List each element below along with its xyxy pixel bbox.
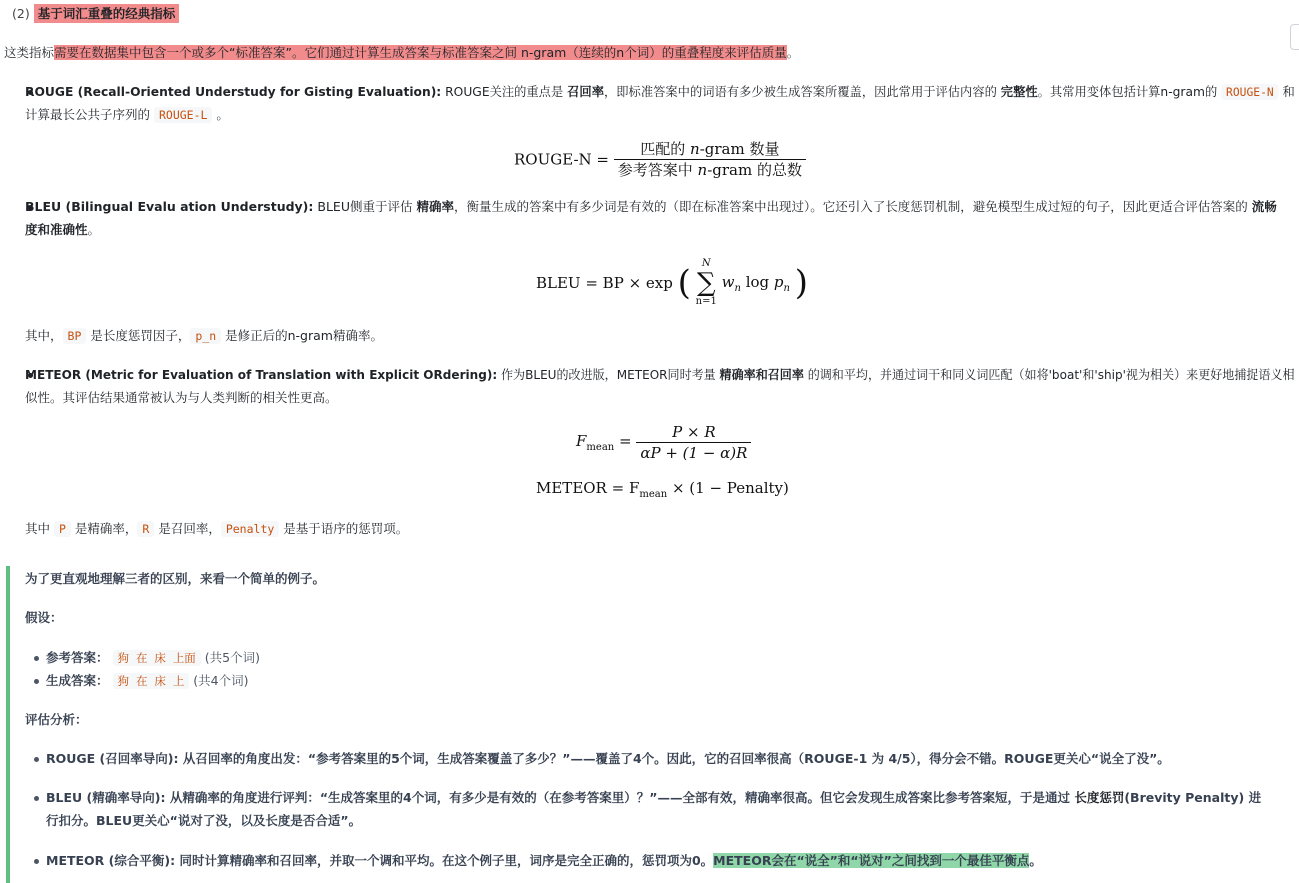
rouge-bold-complete: 完整性 xyxy=(1000,84,1038,99)
ref-word-4: 上面 xyxy=(172,651,196,665)
rouge-name: ROUGE (Recall-Oriented Understudy for Gisting Evaluation): xyxy=(25,84,442,99)
example-assume-text: 假设： xyxy=(25,610,63,625)
ex-bleu-text2: (Brevity Penalty) 进 xyxy=(1124,790,1262,805)
rouge-den-a: 参考答案中 xyxy=(617,161,698,179)
bleu-sum-top: N xyxy=(701,258,711,269)
blockquote-bar xyxy=(6,566,10,883)
rouge-t2: ，即标准答案中的词语有多少被生成答案所覆盖，因此常用于评估内容的 xyxy=(604,84,1001,99)
bleu-line-2 xyxy=(25,220,100,240)
meteor-f2-b: × (1 − Penalty) xyxy=(667,479,789,497)
bullet-ex-bleu xyxy=(34,796,39,801)
rouge-bold-recall: 召回率 xyxy=(567,84,605,99)
ex-bleu-text: 从精确率的角度进行评判：“生成答案里的4个词，有多少是有效的（在参考答案里）？”——全部有效，精确率很高。但它会发现生成答案比参考答案短，于是通过 xyxy=(165,790,1075,805)
bleu-bold-accuracy: 度和准确性 xyxy=(25,222,88,237)
meteor-t1: 作为BLEU的改进版，METEOR同时考量 xyxy=(497,367,720,382)
ex-bleu-line2: 行扣分。BLEU更关心“说对了没，以及长度是否合适”。 xyxy=(46,813,362,828)
bleu-paren-close: ) xyxy=(794,263,809,303)
ref-answer xyxy=(46,648,260,668)
gen-word-1: 狗 xyxy=(117,674,129,688)
ex-rouge-bold: 召回率导向 xyxy=(105,751,168,766)
ex-meteor xyxy=(46,851,1042,871)
bleu-note-a: 其中， xyxy=(25,328,63,343)
meteor-fraction-denominator: αP + (1 − α)R xyxy=(640,444,748,462)
heading-number: (2) xyxy=(12,6,30,21)
meteor-bold: 精确率和召回率 xyxy=(719,367,804,382)
gen-words xyxy=(113,673,190,689)
meteor-note-c: 是召回率， xyxy=(154,521,221,536)
rouge-t4: 和 xyxy=(1278,84,1295,99)
example-analysis-text: 评估分析： xyxy=(25,712,88,727)
meteor-note-a: 其中 xyxy=(25,521,54,536)
ex-rouge-text: 从召回率的角度出发：“参考答案里的5个词，生成答案覆盖了多少？”——覆盖了4个。因此，它的召回率很高（ROUGE-1 为 4/5），得分会不错。ROUGE更关心“说全了没”。 xyxy=(178,751,1170,766)
meteor-fraction xyxy=(636,422,751,463)
code-rouge-l: ROUGE-L xyxy=(154,107,212,123)
meteor-f2-a: METEOR = F xyxy=(536,479,640,497)
ref-word-1: 狗 xyxy=(117,651,129,665)
rouge-t3: 。其常用变体包括计算n-gram的 xyxy=(1037,84,1222,99)
code-r: R xyxy=(137,521,154,537)
bleu-sigma: ∑ xyxy=(696,268,716,298)
bleu-w-sub: n xyxy=(734,282,741,294)
bleu-formula xyxy=(536,258,808,308)
bullet-ex-meteor xyxy=(34,859,39,864)
bleu-formula-lhs: BLEU = BP × exp xyxy=(536,274,673,292)
meteor-f2-sub: mean xyxy=(639,489,668,500)
ex-bleu-close: ): xyxy=(154,790,166,805)
gen-count: (共4个词) xyxy=(193,673,249,688)
meteor-fraction-numerator: P × R xyxy=(636,422,751,443)
ex-meteor-text: 同时计算精确率和召回率，并取一个调和平均。在这个例子里，词序是完全正确的，惩罚项为0。 xyxy=(175,853,714,868)
rouge-formula-lhs: ROUGE-N = xyxy=(514,150,614,169)
bleu-t3: 。 xyxy=(87,222,101,237)
ex-bleu-name: BLEU ( xyxy=(46,790,93,805)
gen-word-3: 床 xyxy=(154,674,166,688)
ref-label: 参考答案： xyxy=(46,650,109,665)
bleu-sum xyxy=(696,258,717,308)
meteor-note-d: 是基于语序的惩罚项。 xyxy=(279,521,409,536)
ex-meteor-highlight: METEOR会在“说全”和“说对”之间找到一个最佳平衡点 xyxy=(713,853,1030,868)
ex-rouge-close: ): xyxy=(167,751,179,766)
code-bp: BP xyxy=(63,328,87,344)
bleu-p: p xyxy=(773,272,784,291)
example-intro xyxy=(25,569,325,589)
meteor-f1-F: F xyxy=(576,432,587,450)
rouge-t1: ROUGE关注的重点是 xyxy=(441,84,568,99)
ex-bleu-bold2: 长度惩罚 xyxy=(1074,790,1125,805)
ex-meteor-close: ): xyxy=(164,853,176,868)
bleu-log: log xyxy=(740,272,774,291)
rouge-t5: 计算最长公共子序列的 xyxy=(25,107,154,122)
code-p: P xyxy=(54,521,71,537)
meteor-f1-sub: mean xyxy=(586,442,615,453)
rouge-line-1 xyxy=(25,82,1295,102)
meteor-line-2 xyxy=(25,388,338,408)
bleu-bold-precision: 精确率 xyxy=(416,199,454,214)
rouge-num-a: 匹配的 xyxy=(640,140,691,158)
meteor-f1-eq: = xyxy=(614,432,637,450)
gen-label: 生成答案： xyxy=(46,673,109,688)
example-assume xyxy=(25,608,63,628)
meteor-f1-lhs xyxy=(576,432,637,453)
rouge-den-b: -gram 的总数 xyxy=(707,161,802,179)
example-intro-text: 为了更直观地理解三者的区别，来看一个简单的例子。 xyxy=(25,571,326,586)
rouge-formula xyxy=(514,139,806,180)
bleu-line-1 xyxy=(25,197,1277,217)
meteor-note xyxy=(25,519,408,539)
ref-word-3: 床 xyxy=(154,651,166,665)
code-penalty: Penalty xyxy=(221,521,279,537)
bleu-t2: ，衡量生成的答案中有多少词是有效的（即在标准答案中出现过）。它还引入了长度惩罚机制，避免模型生成过短的句子，因此更适合评估答案的 xyxy=(453,199,1252,214)
rouge-fraction-numerator xyxy=(614,139,806,160)
meteor-line-1 xyxy=(25,365,1295,385)
bullet-ref xyxy=(34,656,39,661)
bleu-sum-bottom: n=1 xyxy=(695,296,717,307)
rouge-num-b: -gram 数量 xyxy=(699,140,780,158)
meteor-formula-1 xyxy=(576,422,751,463)
bleu-p-sub: n xyxy=(783,282,790,294)
gen-word-2: 在 xyxy=(135,674,148,688)
ex-bleu-2 xyxy=(46,811,361,831)
code-p-n: p_n xyxy=(190,328,221,344)
meteor-note-b: 是精确率， xyxy=(70,521,138,536)
bullet-ex-rouge xyxy=(34,757,39,762)
bleu-paren-open: ( xyxy=(677,263,691,303)
code-rouge-n: ROUGE-N xyxy=(1221,84,1278,100)
gen-word-4: 上 xyxy=(172,674,185,688)
ref-count: (共5个词) xyxy=(204,650,261,665)
ref-word-2: 在 xyxy=(135,651,148,665)
rouge-fraction-denominator xyxy=(614,160,806,180)
bleu-note-c: 是修正后的n-gram精确率。 xyxy=(221,328,383,343)
example-analysis xyxy=(25,710,88,730)
gen-answer xyxy=(46,671,249,691)
ex-bleu-bold: 精确率导向 xyxy=(92,790,155,805)
intro-pre: 这类指标 xyxy=(4,45,55,60)
bleu-name: BLEU (Bilingual Evalu ation Understudy): xyxy=(25,199,314,214)
rouge-fraction xyxy=(614,139,806,180)
ex-bleu-1 xyxy=(46,788,1261,808)
bleu-t1: BLEU侧重于评估 xyxy=(313,199,417,214)
side-panel-handle[interactable] xyxy=(1290,24,1299,50)
bleu-sum-body xyxy=(721,272,790,294)
ref-words xyxy=(113,650,201,666)
bleu-note-b: 是长度惩罚因子， xyxy=(86,328,191,343)
rouge-den-n: n xyxy=(697,161,708,179)
meteor-formula-2 xyxy=(536,479,789,500)
rouge-t6: 。 xyxy=(212,107,229,122)
meteor-t2: 的调和平均，并通过词干和同义词匹配（如将'boat'和'ship'视为相关）来更好地捕捉语义相 xyxy=(803,367,1295,382)
ex-rouge-name: ROUGE ( xyxy=(46,751,106,766)
rouge-line-2 xyxy=(25,105,229,125)
bleu-w: w xyxy=(721,272,735,291)
rouge-num-n: n xyxy=(690,140,700,158)
ex-meteor-bold: 综合平衡 xyxy=(114,853,165,868)
intro-paragraph xyxy=(4,43,799,63)
heading-title: 基于词汇重叠的经典指标 xyxy=(34,4,180,23)
ex-meteor-end: 。 xyxy=(1029,853,1042,868)
ex-rouge xyxy=(46,749,1170,769)
bullet-gen xyxy=(34,679,39,684)
section-heading xyxy=(12,4,179,24)
bleu-note xyxy=(25,326,383,346)
meteor-t3: 似性。其评估结果通常被认为与人类判断的相关性更高。 xyxy=(25,390,338,405)
intro-highlight: 需要在数据集中包含一个或多个“标准答案”。它们通过计算生成答案与标准答案之间 n-gram（连续的n个词）的重叠程度来评估质量 xyxy=(54,45,787,60)
bleu-bold-fluency: 流畅 xyxy=(1251,199,1277,214)
ex-meteor-name: METEOR ( xyxy=(46,853,115,868)
intro-post: 。 xyxy=(786,45,800,60)
meteor-name: METEOR (Metric for Evaluation of Translation with Explicit ORdering): xyxy=(25,367,498,382)
